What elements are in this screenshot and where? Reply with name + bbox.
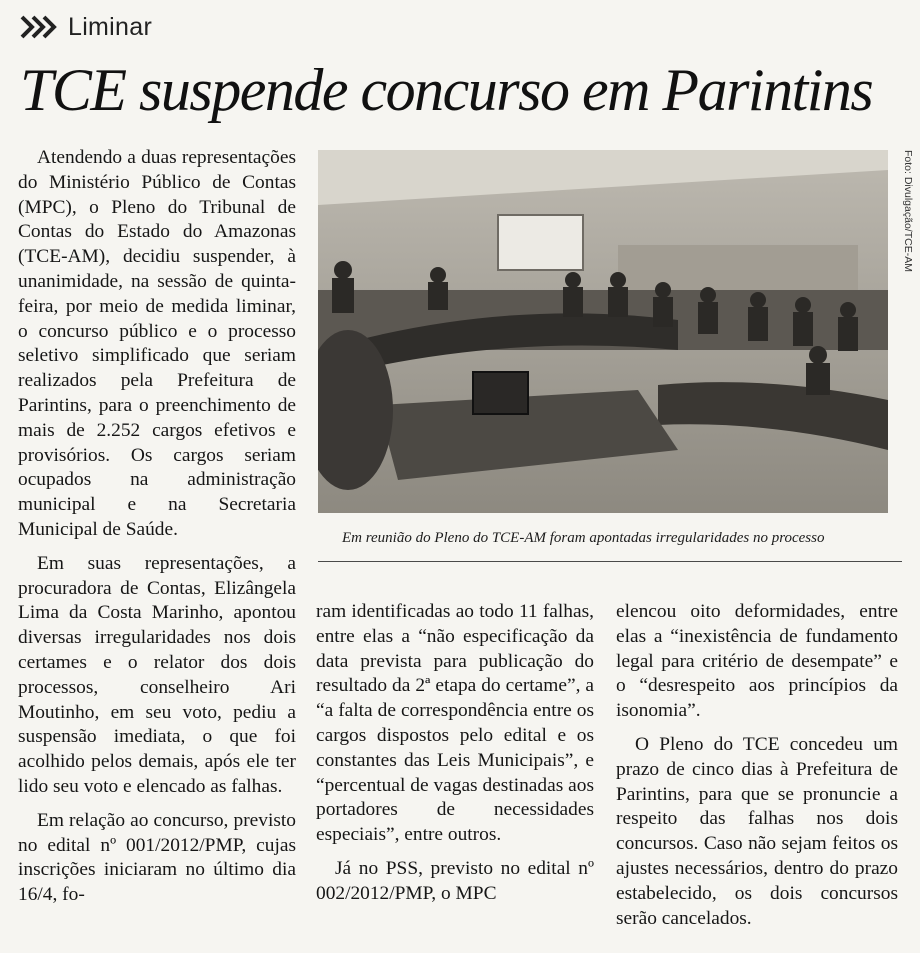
paragraph: Em suas representações, a procuradora de Contas, Elizângela Lima da Costa Marinho, apontou diversas irregularidades nos dois certames e o relator dos dois processos, conselheiro Ari Moutinho, em seu voto, pediu a suspensão imediata, o que foi acolhido pelos demais, após ele ter lido seu voto e elencado as falhas.: [18, 552, 296, 797]
paragraph: Já no PSS, previsto no edital nº 002/2012/PMP, o MPC: [316, 857, 594, 904]
article-column-2: [316, 600, 594, 907]
paragraph: Em relação ao concurso, previsto no edital nº 001/2012/PMP, cujas inscrições iniciaram no último dia 16/4, fo-: [18, 809, 296, 906]
meeting-room-illustration: [318, 150, 888, 513]
photo-caption: Em reunião do Pleno do TCE-AM foram apontadas irregularidades no processo: [342, 530, 825, 546]
article-column-1: [18, 146, 296, 908]
article-photo: [318, 150, 888, 513]
headline: TCE suspende concurso em Parintins: [20, 57, 873, 123]
triple-chevron-icon: [20, 14, 60, 40]
photo-credit: Foto: Divulgação/TCE-AM: [902, 150, 914, 272]
paragraph: ram identificadas ao todo 11 falhas, entre elas a “não especificação da data prevista para publicação do resultado da 2ª etapa do certame”, a “a falta de correspondência entre os cargos dispostos pelo edital e os constantes das Leis Municipais”, e “percentual de vagas destinadas aos portadores de necessidades especiais”, entre outros.: [316, 601, 594, 846]
paragraph: elencou oito deformidades, entre elas a “inexistência de fundamento legal para critério de desempate” e o “desrespeito aos princípios da isonomia”.: [616, 601, 898, 722]
section-name: Liminar: [68, 12, 153, 41]
article-column-3: [616, 600, 898, 931]
paragraph: O Pleno do TCE concedeu um prazo de cinco dias à Prefeitura de Parintins, para que se pronuncie a respeito das falhas nos dois concursos. Caso não sejam feitos os ajustes necessários, dentro do prazo estabelecido, os dois concursos serão cancelados.: [616, 733, 898, 929]
caption-divider: [318, 561, 902, 562]
paragraph: Atendendo a duas representações do Ministério Público de Contas (MPC), o Pleno do Tribunal de Contas do Estado do Amazonas (TCE-AM), decidiu suspender, à unanimidade, na sessão de quinta-feira, por meio de medida liminar, o concurso público e o processo seletivo simplificado que seriam realizados pela Prefeitura de Parintins, para o preenchimento de mais de 2.252 cargos efetivos e provisórios. Os cargos seriam ocupados na administração municipal e na Secretaria Municipal de Saúde.: [18, 147, 296, 540]
section-label: [20, 10, 152, 44]
